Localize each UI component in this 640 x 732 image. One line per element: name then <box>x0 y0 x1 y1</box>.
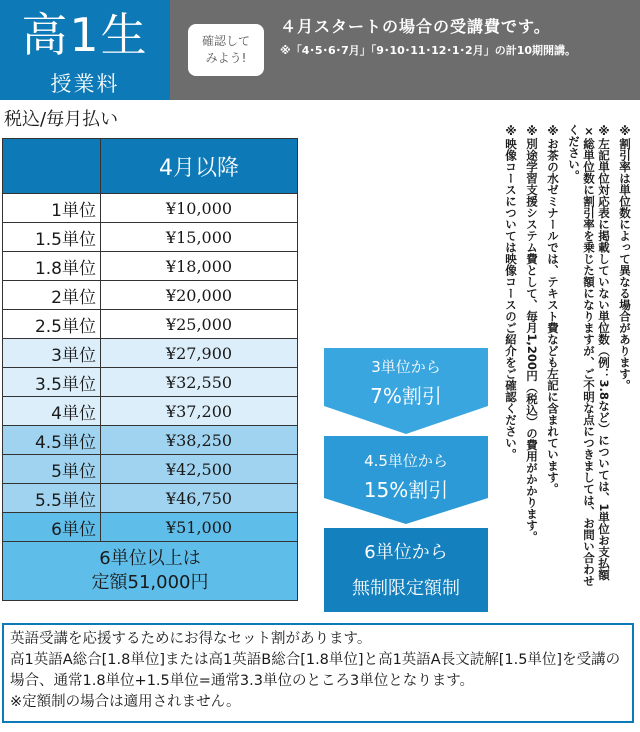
unit-cell: 5単位 <box>3 455 101 484</box>
discount-2-line2: 15%割引 <box>363 478 449 502</box>
table-row <box>3 513 298 542</box>
fixed-rate-line1: 6単位以上は <box>99 548 201 569</box>
price-cell: ¥37,200 <box>101 397 298 426</box>
set-discount-line3: ※定額制の場合は適用されません。 <box>10 694 241 710</box>
discount-arrow-2 <box>324 436 488 524</box>
table-header-row <box>3 139 298 194</box>
discount-3-line1: 6単位から <box>364 542 448 563</box>
grade-title: 高1生 <box>21 8 149 62</box>
unit-cell: 1.8単位 <box>3 252 101 281</box>
table-row <box>3 455 298 484</box>
note-1: ※割引率は単位数によって異なる場合があります。 <box>618 124 632 391</box>
price-table <box>2 138 298 601</box>
table-row <box>3 310 298 339</box>
note-3: ※お茶の水ゼミナールでは、テキスト費なども左記に含まれています。 <box>546 124 560 495</box>
info-note: ※「4･5･6･7月」「9･10･11･12･1･2月」の計10期開講。 <box>280 44 576 57</box>
note-4: ※別途学習支援システム費として、毎月1,200円（税込）の費用がかかります。 <box>525 124 539 543</box>
fixed-rate-line2: 定額51,000円 <box>91 572 209 593</box>
discount-1-line1: 3単位から <box>371 358 441 376</box>
unit-cell: 3単位 <box>3 339 101 368</box>
check-button[interactable] <box>188 24 264 76</box>
unit-cell: 2単位 <box>3 281 101 310</box>
price-cell: ¥10,000 <box>101 194 298 223</box>
price-cell: ¥25,000 <box>101 310 298 339</box>
fixed-rate-cell <box>3 542 298 601</box>
info-main-text: ４月スタートの場合の受講費です。 <box>280 17 551 36</box>
unit-cell: 4.5単位 <box>3 426 101 455</box>
table-row <box>3 426 298 455</box>
table-row <box>3 368 298 397</box>
set-discount-line1: 英語受講を応援するためにお得なセット割があります。 <box>10 631 372 647</box>
price-cell: ¥15,000 <box>101 223 298 252</box>
discount-box-3 <box>324 528 488 612</box>
table-row <box>3 339 298 368</box>
price-cell: ¥20,000 <box>101 281 298 310</box>
table-row <box>3 194 298 223</box>
notes <box>497 124 640 594</box>
unit-cell: 5.5単位 <box>3 484 101 513</box>
table-header-blank <box>3 139 101 194</box>
info-banner <box>170 0 640 100</box>
price-cell: ¥46,750 <box>101 484 298 513</box>
fixed-rate-row <box>3 542 298 601</box>
unit-cell: 4単位 <box>3 397 101 426</box>
price-cell: ¥38,250 <box>101 426 298 455</box>
tax-label: 税込/毎月払い <box>4 109 119 130</box>
table-header-period: 4月以降 <box>101 139 298 194</box>
grade-badge <box>0 0 170 100</box>
table-row <box>3 281 298 310</box>
table-row <box>3 484 298 513</box>
unit-cell: 1単位 <box>3 194 101 223</box>
price-cell: ¥42,500 <box>101 455 298 484</box>
unit-cell: 2.5単位 <box>3 310 101 339</box>
table-row <box>3 252 298 281</box>
check-button-line1: 確認して <box>201 34 250 48</box>
discount-arrow-1 <box>324 348 488 434</box>
price-cell: ¥18,000 <box>101 252 298 281</box>
discount-3-line2: 無制限定額制 <box>352 578 460 599</box>
grade-subtitle: 授業料 <box>50 72 120 96</box>
check-button-line2: みよう! <box>205 51 247 65</box>
set-discount-box <box>2 623 634 723</box>
discount-1-line2: 7%割引 <box>370 384 442 408</box>
note-2: ※左記単位対応表に掲載していない単位数（例：3.8など）については、1単位お支払額×総単位数に割引率を乗じた額になりますが、ご不明な点につきましては、お問い合わせください。 <box>567 124 611 587</box>
discount-2-line1: 4.5単位から <box>364 452 448 470</box>
set-discount-line2: 高1英語A総合[1.8単位]または高1英語B総合[1.8単位]と高1英語A長文読解[1.5単位]を受講の場合、通常1.8単位+1.5単位=通常3.3単位のところ3単位となります。 <box>10 652 621 689</box>
unit-cell: 3.5単位 <box>3 368 101 397</box>
unit-cell: 6単位 <box>3 513 101 542</box>
price-cell: ¥32,550 <box>101 368 298 397</box>
table-row <box>3 397 298 426</box>
price-cell: ¥27,900 <box>101 339 298 368</box>
price-cell: ¥51,000 <box>101 513 298 542</box>
note-5: ※映像コースについては映像コースのご紹介をご確認ください。 <box>504 124 518 460</box>
header <box>0 0 640 100</box>
unit-cell: 1.5単位 <box>3 223 101 252</box>
table-row <box>3 223 298 252</box>
